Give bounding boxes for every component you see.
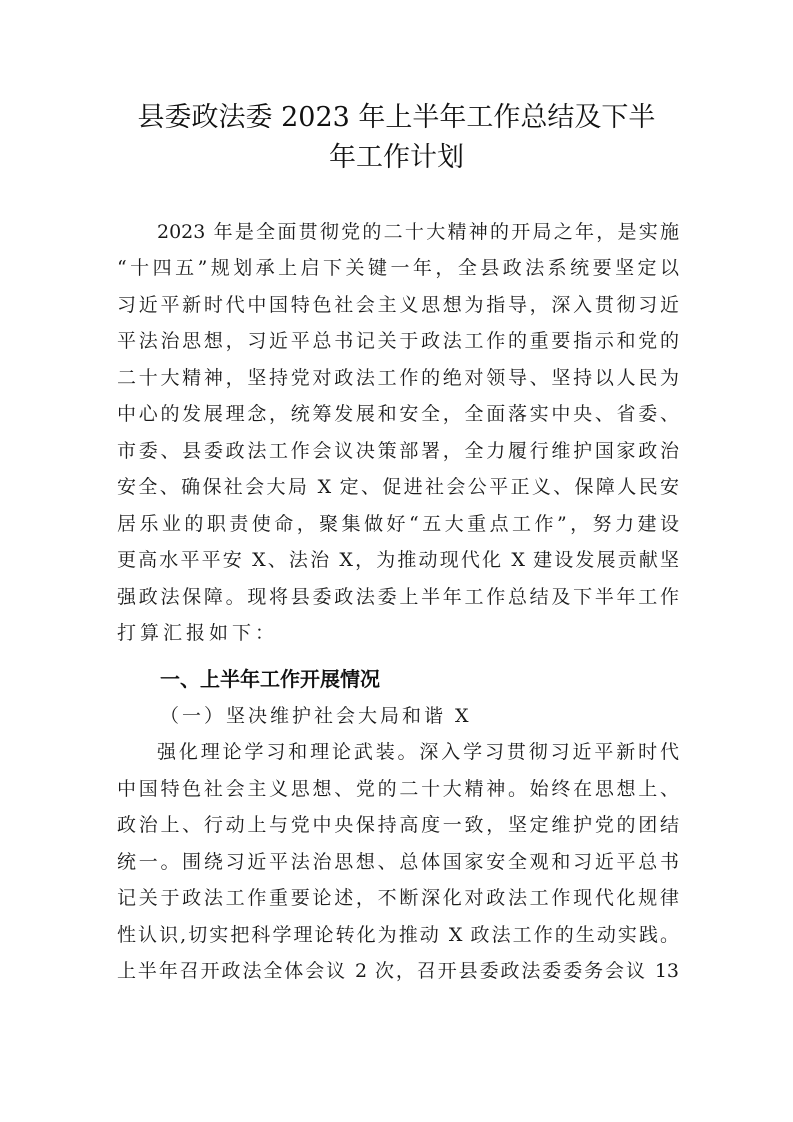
paragraph-line: 二十大精神，坚持党对政法工作的绝对领导、坚持以人民为 xyxy=(117,367,679,389)
paragraph-line: 居乐业的职责使命，聚集做好“五大重点工作”，努力建设 xyxy=(117,513,679,535)
paragraph-line: 记关于政法工作重要论述，不断深化对政法工作现代化规律 xyxy=(117,887,679,909)
paragraph-line: 中心的发展理念，统筹发展和安全，全面落实中央、省委、 xyxy=(117,403,679,425)
subsection-heading: （一）坚决维护社会大局和谐 X xyxy=(160,705,472,727)
paragraph-line: 安全、确保社会大局 X 定、促进社会公平正义、保障人民安 xyxy=(117,476,679,498)
paragraph-line: 强政法保障。现将县委政法委上半年工作总结及下半年工作 xyxy=(117,586,679,608)
paragraph-line: 2023 年是全面贯彻党的二十大精神的开局之年，是实施 xyxy=(157,221,679,243)
paragraph-line: 打算汇报如下： xyxy=(117,622,279,644)
paragraph-line: 中国特色社会主义思想、党的二十大精神。始终在思想上、 xyxy=(117,778,679,800)
document-title-line-1: 县委政法委 2023 年上半年工作总结及下半 xyxy=(137,102,656,133)
paragraph-line: “十四五”规划承上启下关键一年，全县政法系统要坚定以 xyxy=(117,257,679,279)
paragraph-line: 平法治思想，习近平总书记关于政法工作的重要指示和党的 xyxy=(117,330,679,352)
paragraph-line: 更高水平平安 X、法治 X，为推动现代化 X 建设发展贡献坚 xyxy=(117,549,679,571)
paragraph-line: 市委、县委政法工作会议决策部署，全力履行维护国家政治 xyxy=(117,440,679,462)
document-title-line-2: 年工作计划 xyxy=(329,142,464,173)
paragraph-line: 习近平新时代中国特色社会主义思想为指导，深入贯彻习近 xyxy=(117,294,679,316)
paragraph-line: 政治上、行动上与党中央保持高度一致，坚定维护党的团结 xyxy=(117,814,679,836)
paragraph-line: 统一。围绕习近平法治思想、总体国家安全观和习近平总书 xyxy=(117,851,679,873)
paragraph-line: 上半年召开政法全体会议 2 次，召开县委政法委委务会议 13 xyxy=(117,960,679,982)
section-heading: 一、上半年工作开展情况 xyxy=(160,667,380,691)
paragraph-line: 性认识,切实把科学理论转化为推动 X 政法工作的生动实践。 xyxy=(117,924,679,946)
paragraph-line: 强化理论学习和理论武装。深入学习贯彻习近平新时代 xyxy=(157,741,679,763)
